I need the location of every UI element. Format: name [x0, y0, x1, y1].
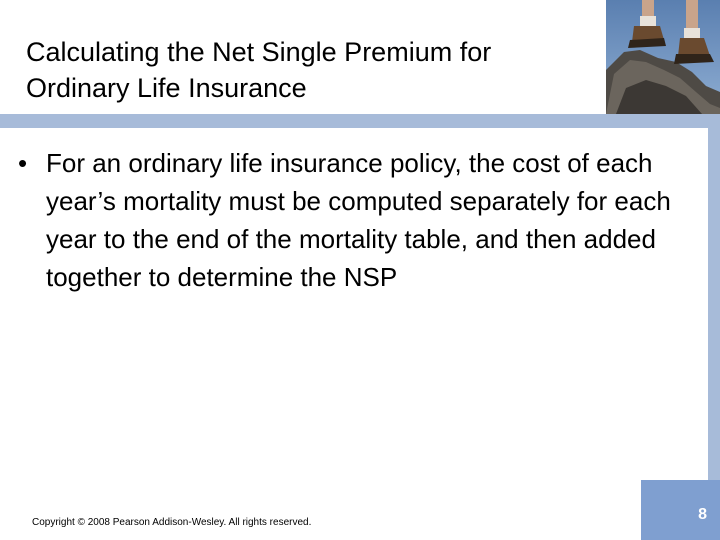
bullet-text: For an ordinary life insurance policy, the cost of each year’s mortality must be computed separately for each year to the end of the mortality table, and then added together to determine the NSP	[46, 148, 671, 292]
bullet-item	[14, 144, 694, 296]
bullet-icon: •	[18, 148, 28, 178]
hiker-boots-photo	[606, 0, 720, 114]
page-number: 8	[698, 506, 707, 523]
right-accent-bar	[708, 128, 720, 480]
bullet-list	[14, 144, 694, 296]
slide-title: Calculating the Net Single Premium for Ordinary Life Insurance	[26, 37, 492, 103]
copyright-notice: Copyright © 2008 Pearson Addison-Wesley. All rights reserved.	[32, 517, 312, 528]
title-divider-band	[0, 114, 720, 128]
